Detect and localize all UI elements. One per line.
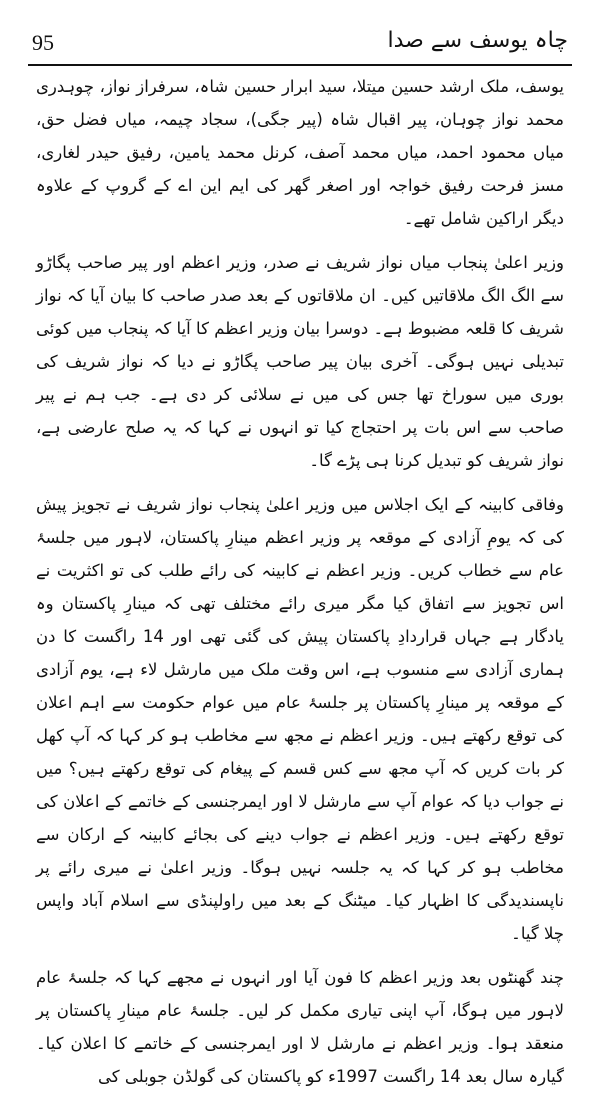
header-divider xyxy=(28,64,572,66)
running-title: چاہ یوسف سے صدا xyxy=(387,28,568,53)
paragraph-1: یوسف، ملک ارشد حسین میتلا، سید ابرار حسین شاہ، سرفراز نواز، چوہدری محمد نواز چوہان، پیر اقبال شاہ (پیر جگی)، سجاد چیمہ، میاں فضل حق، میاں محمود احمد، میاں محمد آصف، کرنل محمد یامین، رفیق حیدر لغاری، مسز فرحت رفیق خواجہ اور اصغر گھر کی ایم این اے کے گروپ کے علاوہ دیگر اراکین شامل تھے۔ xyxy=(36,77,564,228)
paragraph-3: وفاقی کابینہ کے ایک اجلاس میں وزیر اعلیٰ پنجاب نواز شریف نے تجویز پیش کی کہ یومِ آزادی کے موقعہ پر وزیر اعظم مینارِ پاکستان، لاہور میں جلسۂ عام سے خطاب کریں۔ وزیر اعظم نے کابینہ کی رائے طلب کی تو اکثریت نے اس تجویز سے اتفاق کیا مگر میری رائے مختلف تھی کہ مینارِ پاکستان وہ یادگار ہے جہاں قراردادِ پاکستان پیش کی گئی تھی اور 14 راگست کا دن ہماری آزادی سے منسوب ہے، اس وقت ملک میں مارشل لاء ہے، یوم آزادی کے موقعہ پر مینارِ پاکستان پر جلسۂ عام میں عوام حکومت سے اہم اعلان کی توقع رکھتے ہیں۔ وزیر اعظم نے مجھ سے مخاطب ہو کر کہا کہ آپ کھل کر بات کریں کہ آپ مجھ سے کس قسم کے پیغام کی توقع رکھتے ہیں؟ میں نے جواب دیا کہ عوام آپ سے مارشل لا اور ایمرجنسی کے خاتمے کے اعلان کی توقع رکھتے ہیں۔ وزیر اعظم نے جواب دینے کی بجائے کابینہ کے ارکان سے مخاطب ہو کر کہا کہ یہ جلسہ نہیں ہوگا۔ وزیر اعلیٰ نے میری رائے پر ناپسندیدگی کا اظہار کیا۔ میٹنگ کے بعد میں راولپنڈی سے اسلام آباد واپس چلا گیا۔ xyxy=(36,495,564,943)
body-text xyxy=(36,70,564,1104)
paragraph-4: چند گھنٹوں بعد وزیر اعظم کا فون آیا اور انہوں نے مجھے کہا کہ جلسۂ عام لاہور میں ہوگا، آپ اپنی تیاری مکمل کر لیں۔ جلسۂ عام مینارِ پاکستان پر منعقد ہوا۔ وزیر اعظم نے مارشل لا اور ایمرجنسی کے خاتمے کا اعلان کیا۔ گیارہ سال بعد 14 راگست 1997ء کو پاکستان کی گولڈن جوبلی کی xyxy=(36,968,564,1086)
page-number: 95 xyxy=(32,30,54,55)
paragraph-2: وزیر اعلیٰ پنجاب میاں نواز شریف نے صدر، وزیر اعظم اور پیر صاحب پگاڑو سے الگ الگ ملاقاتیں کیں۔ ان ملاقاتوں کے بعد صدر صاحب کا بیان آیا کہ نواز شریف کا قلعہ مضبوط ہے۔ دوسرا بیان وزیر اعظم کا آیا کہ پنجاب میں کوئی تبدیلی نہیں ہوگی۔ آخری بیان پیر صاحب پگاڑو نے دیا کہ نواز شریف کی بوری میں سوراخ تھا جس کی میں نے سلائی کر دی ہے۔ جب ہم نے پیر صاحب سے اس بات پر احتجاج کیا تو انہوں نے کہا کہ یہ صلح عارضی ہے، نواز شریف کو تبدیل کرنا ہی پڑے گا۔ xyxy=(36,253,564,470)
page-header xyxy=(28,22,572,66)
